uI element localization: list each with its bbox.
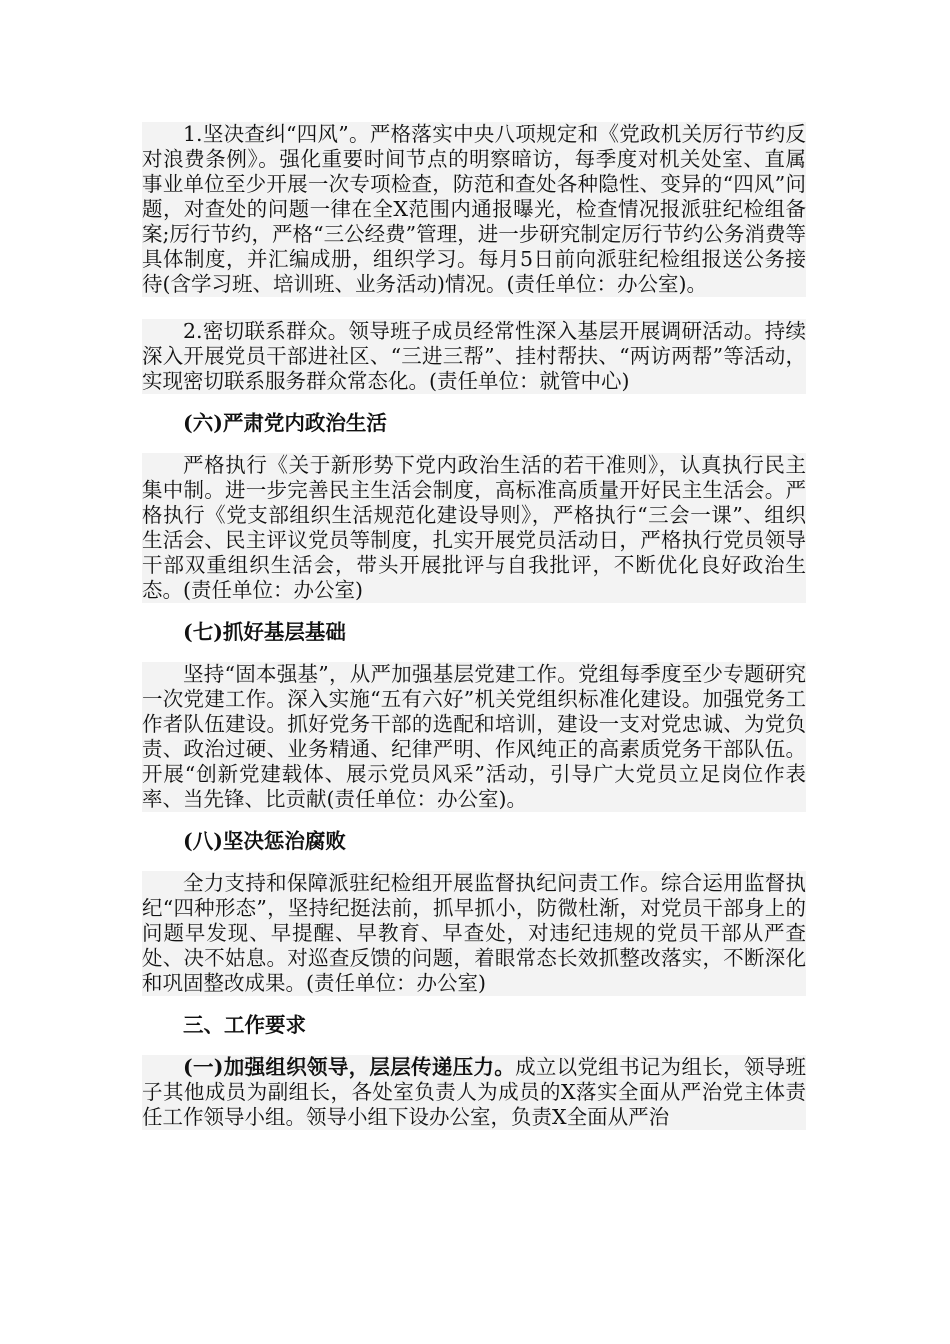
paragraph-work-requirements (142, 1055, 806, 1130)
section-heading-7: (七)抓好基层基础 (183, 620, 346, 644)
paragraph-item-1: 1.坚决查纠“四风”。严格落实中央八项规定和《党政机关厉行节约反对浪费条例》。强化重要时间节点的明察暗访，每季度对机关处室、直属事业单位至少开展一次专项检查，防范和查处各种隐性、变异的“四风”问题，对查处的问题一律在全X范围内通报曝光，检查情况报派驻纪检组备案;厉行节约，严格“三公经费”管理，进一步研究制定厉行节约公务消费等具体制度，并汇编成册，组织学习。每月5日前向派驻纪检组报送公务接待(含学习班、培训班、业务活动)情况。(责任单位：办公室)。 (142, 122, 806, 296)
paragraph-item-2: 2.密切联系群众。领导班子成员经常性深入基层开展调研活动。持续深入开展党员干部进社区、“三进三帮”、挂村帮扶、“两访两帮”等活动，实现密切联系服务群众常态化。(责任单位：就管中心) (142, 319, 806, 393)
paragraph-anti-corruption: 全力支持和保障派驻纪检组开展监督执纪问责工作。综合运用监督执纪“四种形态”，坚持纪挺法前，抓早抓小，防微杜渐，对党员干部身上的问题早发现、早提醒、早教育、早查处，对违纪违规的党员干部从严查处、决不姑息。对巡查反馈的问题，着眼常态长效抓整改落实，不断深化和巩固整改成果。(责任单位：办公室) (142, 871, 806, 995)
document-body (142, 122, 806, 1130)
paragraph-rest: 成立以党组书记为组长，领导班子其他成员为副组长，各处室负责人为成员的X落实全面从严治党主体责任工作领导小组。领导小组下设办公室，负责X全面从严治 (142, 1055, 807, 1129)
section-heading-6: (六)严肃党内政治生活 (183, 411, 387, 435)
paragraph-grassroots: 坚持“固本强基”，从严加强基层党建工作。党组每季度至少专题研究一次党建工作。深入实施“五有六好”机关党组织标准化建设。加强党务工作者队伍建设。抓好党务干部的选配和培训，建设一支对党忠诚、为党负责、政治过硬、业务精通、纪律严明、作风纯正的高素质党务干部队伍。开展“创新党建载体、展示党员风采”活动，引导广大党员立足岗位作表率、当先锋、比贡献(责任单位：办公室)。 (142, 662, 806, 811)
paragraph-lead: (一)加强组织领导，层层传递压力。 (183, 1055, 516, 1079)
section-heading-8: (八)坚决惩治腐败 (183, 829, 346, 853)
section-heading-3: 三、工作要求 (183, 1013, 306, 1037)
paragraph-political-life: 严格执行《关于新形势下党内政治生活的若干准则》，认真执行民主集中制。进一步完善民主生活会制度，高标准高质量开好民主生活会。严格执行《党支部组织生活规范化建设导则》，严格执行“三会一课”、组织生活会、民主评议党员等制度，扎实开展党员活动日，严格执行党员领导干部双重组织生活会，带头开展批评与自我批评，不断优化良好政治生态。(责任单位：办公室) (142, 453, 806, 602)
